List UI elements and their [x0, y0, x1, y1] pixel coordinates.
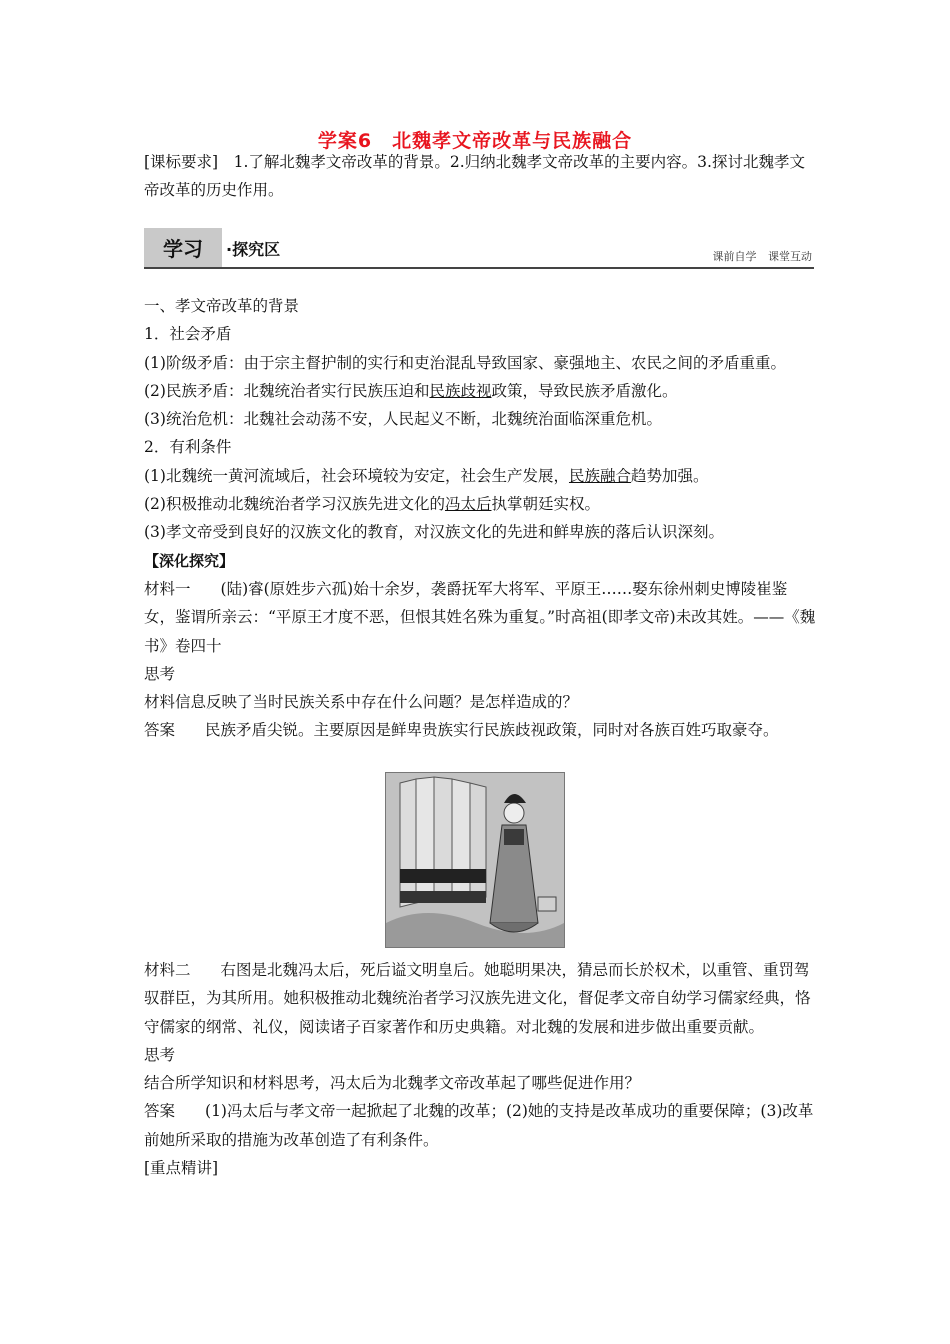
paragraph-class-conflict: (1)阶级矛盾：由于宗主督护制的实行和吏治混乱导致国家、豪强地主、农民之间的矛盾重重。 — [144, 353, 786, 372]
paragraph-condition-2 — [144, 490, 816, 518]
paragraph-ethnic-conflict — [144, 377, 816, 405]
background-section — [144, 292, 816, 745]
material-one — [144, 575, 816, 660]
text: 趋势加强。 — [630, 466, 709, 485]
think-label: 思考 — [144, 1045, 176, 1064]
curriculum-requirement: [课标要求] 1.了解北魏孝文帝改革的背景。2.归纳北魏孝文帝改革的主要内容。3.探讨北魏孝文帝改革的历史作用。 — [144, 153, 805, 199]
material-label: 材料二 — [144, 961, 191, 979]
deep-exploration-heading: 【深化探究】 — [144, 551, 235, 570]
material-text: 右图是北魏冯太后，死后谥文明皇后。她聪明果决，猜忌而长於权术，以重管、重罚驾驭群臣，为其所用。她积极推动北魏统治者学习汉族先进文化，督促孝文帝自幼学习儒家经典，恪守儒家的纲常、礼仪，阅读诸子百家著作和历史典籍。对北魏的发展和进步做出重要贡献。 — [144, 961, 811, 1036]
material-text: (陆)睿(原姓步六孤)始十余岁，袭爵抚军大将军、平原王……娶东徐州刺史博陵崔鉴女，鉴谓所亲云：“平原王才度不恶，但恨其姓名殊为重复。”时高祖(即孝文帝)未改其姓。——《魏书》卷四十 — [144, 579, 816, 655]
paragraph-condition-1 — [144, 462, 816, 490]
subheading-conditions: 2．有利条件 — [144, 438, 232, 457]
underlined-term: 民族融合 — [568, 466, 631, 485]
text: (1)北魏统一黄河流域后，社会环境较为安定，社会生产发展， — [144, 466, 569, 485]
material-two-section — [144, 956, 816, 1182]
answer-text: 民族矛盾尖锐。主要原因是鲜卑贵族实行民族歧视政策，同时对各族百姓巧取豪夺。 — [205, 721, 779, 740]
answer-label: 答案 — [144, 721, 176, 740]
banner-right-label: 课前自学 课堂互动 — [712, 250, 812, 263]
section-banner — [144, 228, 814, 268]
page-title: 学案6 北魏孝文帝改革与民族融合 — [317, 130, 633, 152]
banner-tab: 学习 — [144, 228, 222, 268]
section-heading: 一、孝文帝改革的背景 — [144, 297, 300, 315]
question-two: 结合所学知识和材料思考，冯太后为北魏孝文帝改革起了哪些促进作用？ — [144, 1074, 641, 1093]
answer-two — [144, 1097, 816, 1154]
text: 执掌朝廷实权。 — [491, 495, 600, 514]
material-label: 材料一 — [144, 579, 191, 598]
text: (2)民族矛盾：北魏统治者实行民族压迫和 — [144, 381, 430, 400]
focus-explanation-heading: [重点精讲] — [144, 1159, 219, 1178]
underlined-term: 民族歧视 — [429, 381, 492, 400]
portrait-illustration — [386, 773, 564, 947]
answer-text: (1)冯太后与孝文帝一起掀起了北魏的改革；(2)她的支持是改革成功的重要保障；(3)改革前她所采取的措施为改革创造了有利条件。 — [144, 1102, 814, 1149]
answer-label: 答案 — [144, 1102, 176, 1121]
subheading-contradictions: 1．社会矛盾 — [144, 325, 232, 344]
underlined-term: 冯太后 — [444, 495, 492, 514]
think-label: 思考 — [144, 664, 176, 683]
answer-one — [144, 716, 816, 744]
text: 政策，导致民族矛盾激化。 — [491, 381, 678, 400]
text: (2)积极推动北魏统治者学习汉族先进文化的 — [144, 495, 445, 514]
paragraph-governance-crisis: (3)统治危机：北魏社会动荡不安，人民起义不断，北魏统治面临深重危机。 — [144, 410, 662, 429]
question-one: 材料信息反映了当时民族关系中存在什么问题？是怎样造成的？ — [144, 693, 579, 712]
empress-feng-portrait-image — [385, 772, 565, 948]
banner-subtitle: ·探究区 — [226, 240, 281, 259]
material-two — [144, 956, 816, 1041]
banner-divider — [144, 267, 814, 269]
paragraph-condition-3: (3)孝文帝受到良好的汉族文化的教育，对汉族文化的先进和鲜卑族的落后认识深刻。 — [144, 523, 724, 542]
